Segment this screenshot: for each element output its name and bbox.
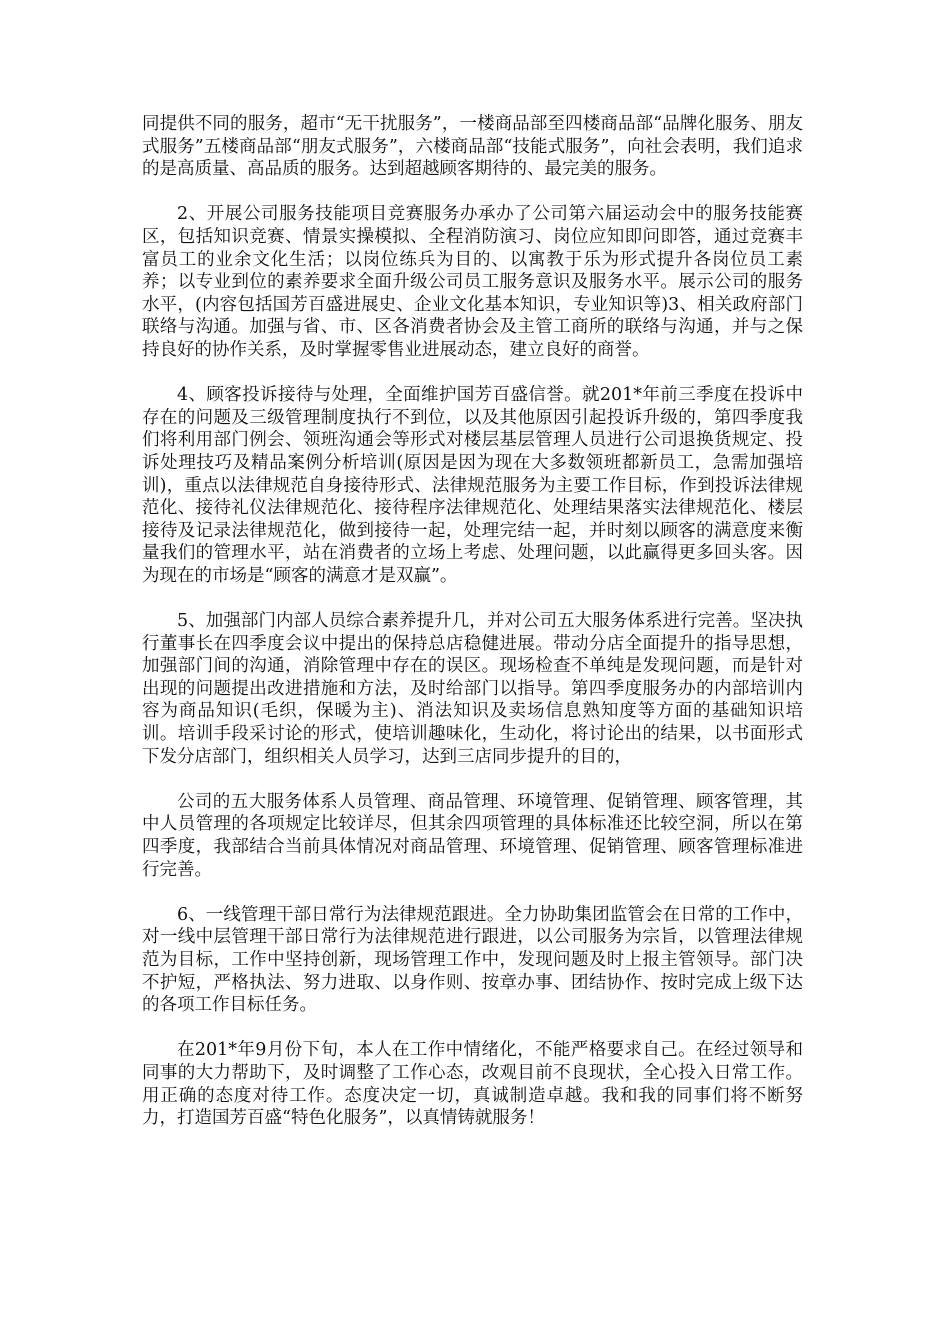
paragraph-service-overview: 同提供不同的服务，超市“无干扰服务”，一楼商品部至四楼商品部“品牌化服务、朋友式服务”五楼商品部“朋友式服务”，六楼商品部“技能式服务”，向社会表明，我们追求的是高质量、高品质的服务。达到超越顾客期待的、最完美的服务。 [142, 114, 803, 180]
paragraph-five-service-systems: 公司的五大服务体系人员管理、商品管理、环境管理、促销管理、顾客管理，其中人员管理的各项规定比较详尽，但其余四项管理的具体标准还比较空洞，所以在第四季度，我部结合当前具体情况对商品管理、环境管理、促销管理、顾客管理标准进行完善。 [142, 791, 803, 880]
paragraph-staff-training: 5、加强部门内部人员综合素养提升几，并对公司五大服务体系进行完善。坚决执行董事长在四季度会议中提出的保持总店稳健进展。带动分店全面提升的指导思想，加强部门间的沟通，消除管理中存在的误区。现场检查不单纯是发现问题，而是针对出现的问题提出改进措施和方法，及时给部门以指导。第四季度服务办的内部培训内容为商品知识(毛织，保暖为主)、消法知识及卖场信息熟知度等方面的基础知识培训。培训手段采讨论的形式，使培训趣味化，生动化，将讨论出的结果，以书面形式下发分店部门，组织相关人员学习，达到三店同步提升的目的， [142, 611, 803, 767]
paragraph-management-conduct: 6、一线管理干部日常行为法律规范跟进。全力协助集团监管会在日常的工作中，对一线中层管理干部日常行为法律规范进行跟进，以公司服务为宗旨，以管理法律规范为目标，工作中坚持创新，现场管理工作中，发现问题及时上报主管领导。部门决不护短，严格执法、努力进取、以身作则、按章办事、团结协作、按时完成上级下达的各项工作目标任务。 [142, 904, 803, 1016]
paragraph-personal-reflection: 在201*年9月份下旬，本人在工作中情绪化，不能严格要求自己。在经过领导和同事的大力帮助下，及时调整了工作心态，改观目前不良现状，全心投入日常工作。用正确的态度对待工作。态度决定一切，真诚制造卓越。我和我的同事们将不断努力，打造国芳百盛“特色化服务”，以真情铸就服务！ [142, 1040, 803, 1129]
paragraph-skills-competition: 2、开展公司服务技能项目竞赛服务办承办了公司第六届运动会中的服务技能赛区，包括知识竞赛、情景实操模拟、全程消防演习、岗位应知即问即答，通过竞赛丰富员工的业余文化生活；以岗位练兵为目的、以寓教于乐为形式提升各岗位员工素养；以专业到位的素养要求全面升级公司员工服务意识及服务水平。展示公司的服务水平，(内容包括国芳百盛进展史、企业文化基本知识，专业知识等)3、相关政府部门联络与沟通。加强与省、市、区各消费者协会及主管工商所的联络与沟通，并与之保持良好的协作关系，及时掌握零售业进展动态，建立良好的商誉。 [142, 204, 803, 360]
document-page [142, 113, 803, 1152]
paragraph-complaint-handling: 4、顾客投诉接待与处理，全面维护国芳百盛信誉。就201*年前三季度在投诉中存在的问题及三级管理制度执行不到位，以及其他原因引起投诉升级的，第四季度我们将利用部门例会、领班沟通会等形式对楼层基层管理人员进行公司退换货规定、投诉处理技巧及精品案例分析培训(原因是因为现在大多数领班都新员工，急需加强培训)，重点以法律规范自身接待形式、法律规范服务为主要工作目标，作到投诉法律规范化、接待礼仪法律规范化、接待程序法律规范化、处理结果落实法律规范化、楼层接待及记录法律规范化，做到接待一起，处理完结一起，并时刻以顾客的满意度来衡量我们的管理水平，站在消费者的立场上考虑、处理问题，以此赢得更多回头客。因为现在的市场是“顾客的满意才是双赢”。 [142, 385, 803, 586]
